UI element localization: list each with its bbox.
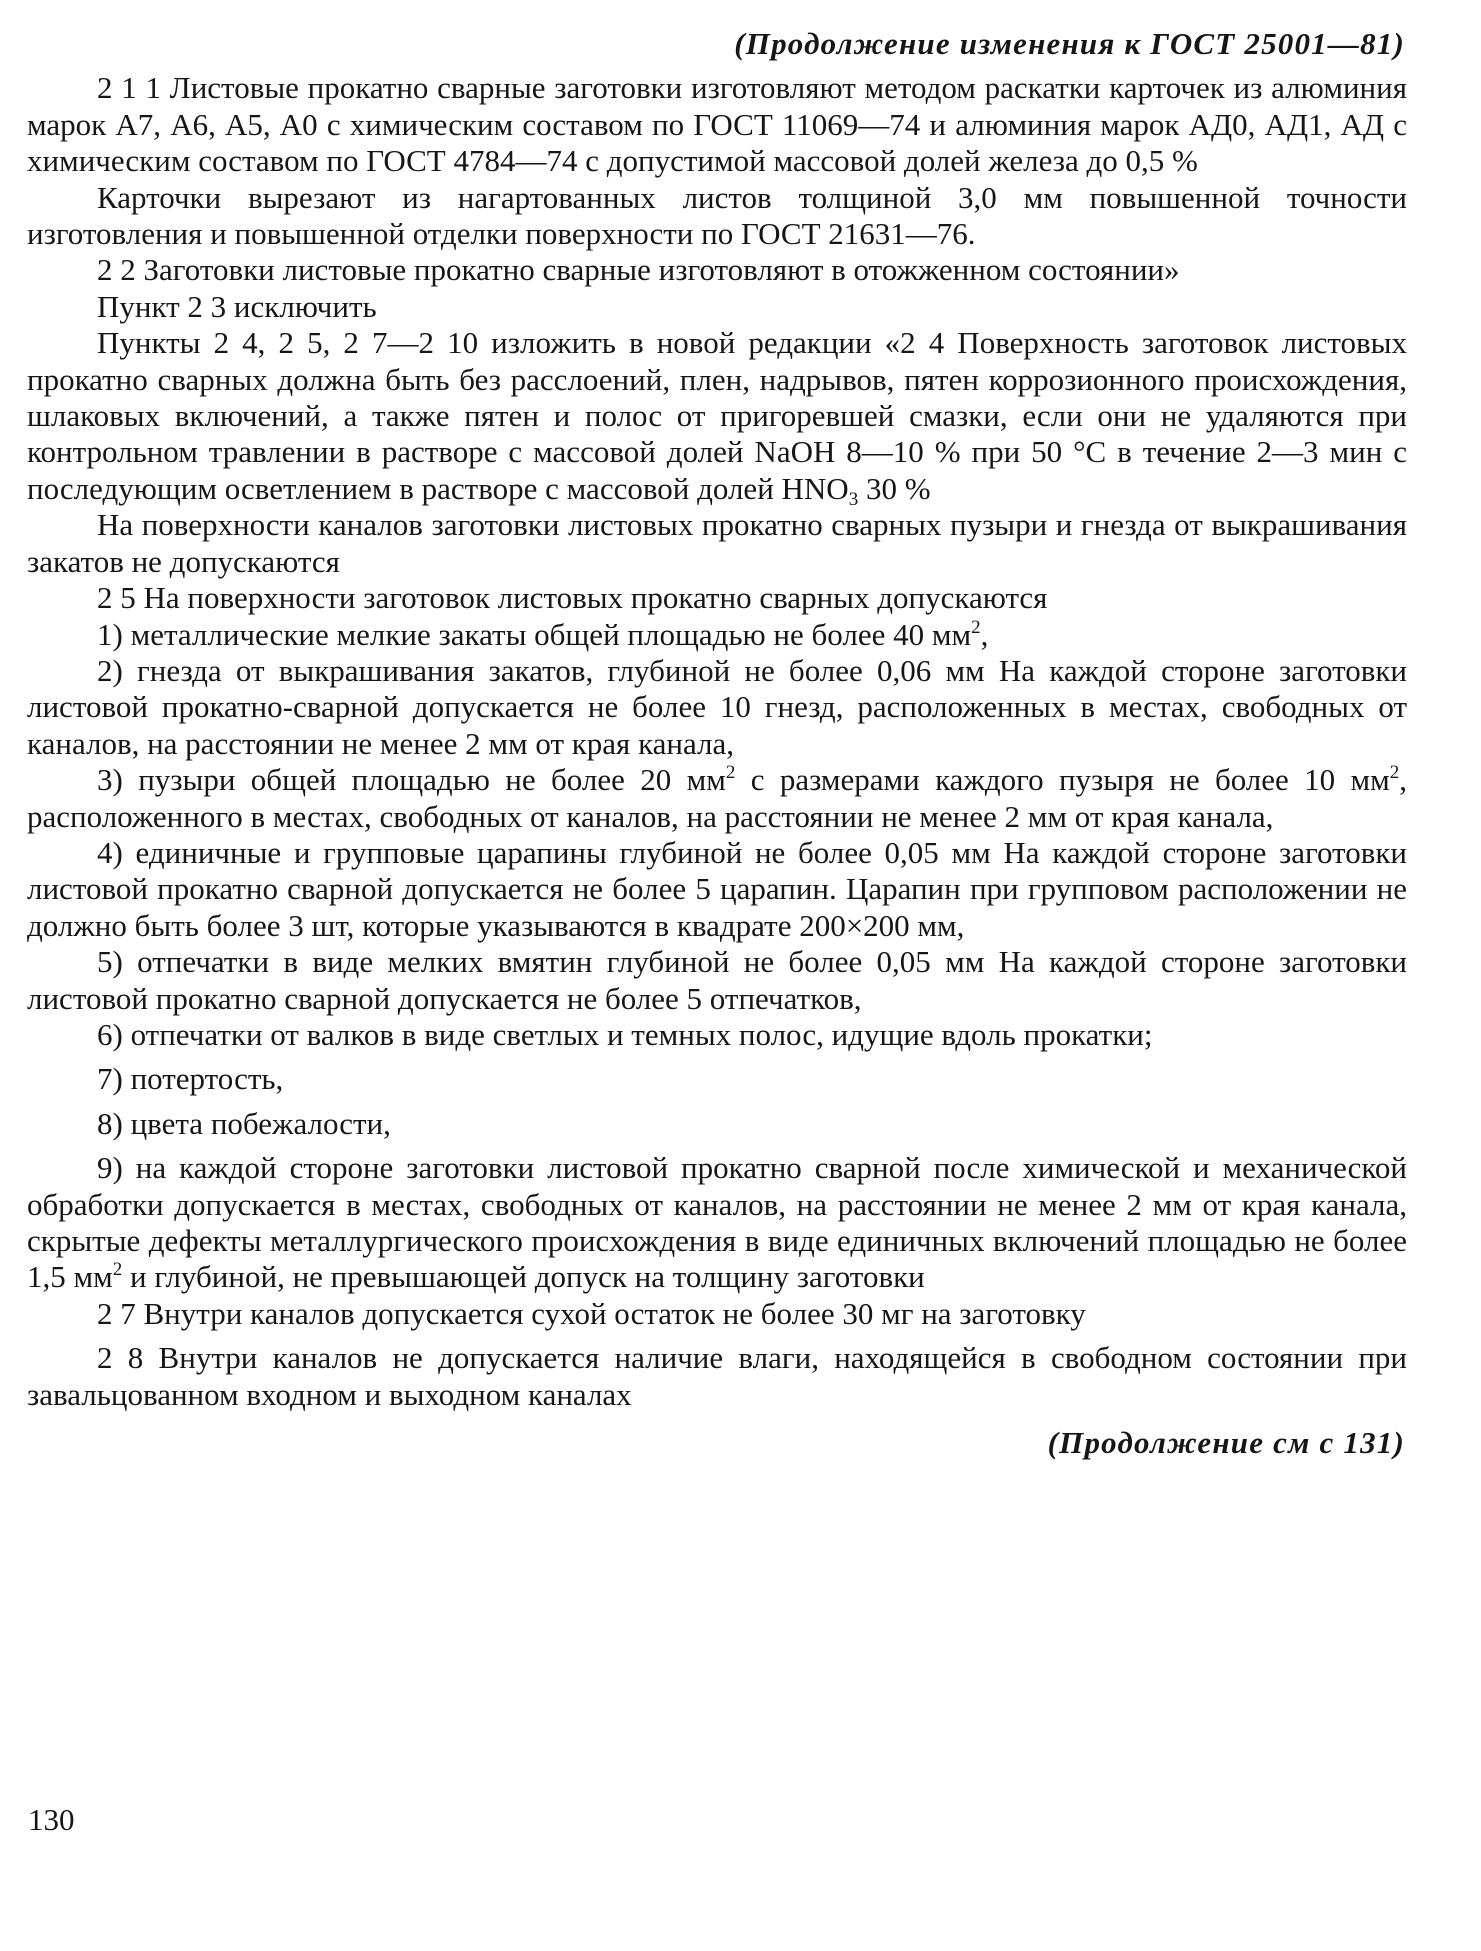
footer-continuation: (Продолжение см с 131) [1047,1425,1405,1461]
subscript: 3 [848,488,859,510]
clause-2-1-1: 2 1 1 Листовые прокатно сварные заготовки изготовляют методом раскатки карточек из алюминия марок А7, А6, А5, А0 с химическим составом по ГОСТ 11069—74 и алюминия марок АД0, АД1, АД с химическим составом по ГОСТ 4784—74 с допустимой массовой долей железа до 0,5 % [27,70,1407,179]
clause-2-3: Пункт 2 3 исключить [97,288,377,324]
clause-2-5: 2 5 На поверхности заготовок листовых прокатно сварных допускаются [97,580,1048,616]
superscript: 2 [1389,762,1400,784]
clause-2-4-text: Пункты 2 4, 2 5, 2 7—2 10 изложить в новой редакции «2 4 Поверхность заготовок листовых прокатно сварных должна быть без расслоений, плен, надрывов, пятен коррозионного происхождения, шлаковых включений, а также пятен и полос от пригоревшей смазки, если они не удаляются при контрольном травлении в растворе с массовой долей NaOH 8—10 % при 50 °С в течение 2—3 мин с последующим осветлением в растворе с массовой долей HNO [27,325,1407,506]
item-9 [27,1150,1407,1296]
clause-2-7: 2 7 Внутри каналов допускается сухой остаток не более 30 мг на заготовку [97,1295,1086,1331]
item-3-text-mid: с размерами каждого пузыря не более 10 мм [735,762,1390,798]
page-number: 130 [28,1802,75,1837]
item-7: 7) потертость, [97,1061,284,1097]
item-2: 2) гнезда от выкрашивания закатов, глубиной не более 0,06 мм На каждой стороне заготовки листовой прокатно-сварной допускается не более 10 гнезд, расположенных в местах, свободных от каналов, на расстоянии не менее 2 мм от края канала, [27,652,1407,761]
item-1-tail: , [980,616,989,652]
item-1-text: 1) металлические мелкие закаты общей площадью не более 40 мм [97,616,972,652]
item-5: 5) отпечатки в виде мелких вмятин глубиной не более 0,05 мм На каждой стороне заготовки листовой прокатно сварной допускается не более 5 отпечатков, [27,944,1407,1016]
clause-2-4 [27,325,1407,510]
item-8: 8) цвета побежалости, [97,1105,391,1141]
clause-2-8: 2 8 Внутри каналов не допускается наличие влаги, находящейся в свободном состоянии при завальцованном входном и выходном каналах [27,1340,1407,1412]
item-4: 4) единичные и групповые царапины глубиной не более 0,05 мм На каждой стороне заготовки листовой прокатно сварной допускается не более 5 царапин. Царапин при групповом расположении не должно быть более 3 шт, которые указываются в квадрате 200×200 мм, [27,834,1407,943]
item-3-tail: , расположенного в местах, свободных от каналов, на расстоянии не менее 2 мм от края канала, [27,762,1408,834]
item-1 [27,617,1407,653]
channels-paragraph: На поверхности каналов заготовки листовых прокатно сварных пузыри и гнезда от выкрашивания закатов не допускаются [27,507,1407,579]
clause-2-4-tail: 30 % [858,470,931,506]
document-page [27,26,1407,1461]
superscript: 2 [725,762,736,784]
item-3 [27,762,1407,835]
item-9-tail: и глубиной, не превышающей допуск на толщину заготовки [122,1259,925,1295]
superscript: 2 [971,616,981,638]
item-9-text: 9) на каждой стороне заготовки листовой прокатно сварной после химической и механической обработки допускается в местах, свободных от каналов, на расстоянии не менее 2 мм от края канала, скрытые дефекты металлургического происхождения в виде единичных включений площадью не более 1,5 мм [27,1150,1407,1295]
item-3-text: 3) пузыри общей площадью не более 20 мм [97,762,726,798]
item-6: 6) отпечатки от валков в виде светлых и темных полос, идущие вдоль прокатки; [97,1016,1153,1052]
header-continuation: (Продолжение изменения к ГОСТ 25001—81) [734,26,1405,61]
superscript: 2 [112,1259,123,1281]
clause-2-2: 2 2 Заготовки листовые прокатно сварные изготовляют в отожженном состоянии» [97,252,1180,288]
cards-paragraph: Карточки вырезают из нагартованных листов толщиной 3,0 мм повышенной точности изготовления и повышенной отделки поверхности по ГОСТ 21631—76. [27,179,1407,252]
